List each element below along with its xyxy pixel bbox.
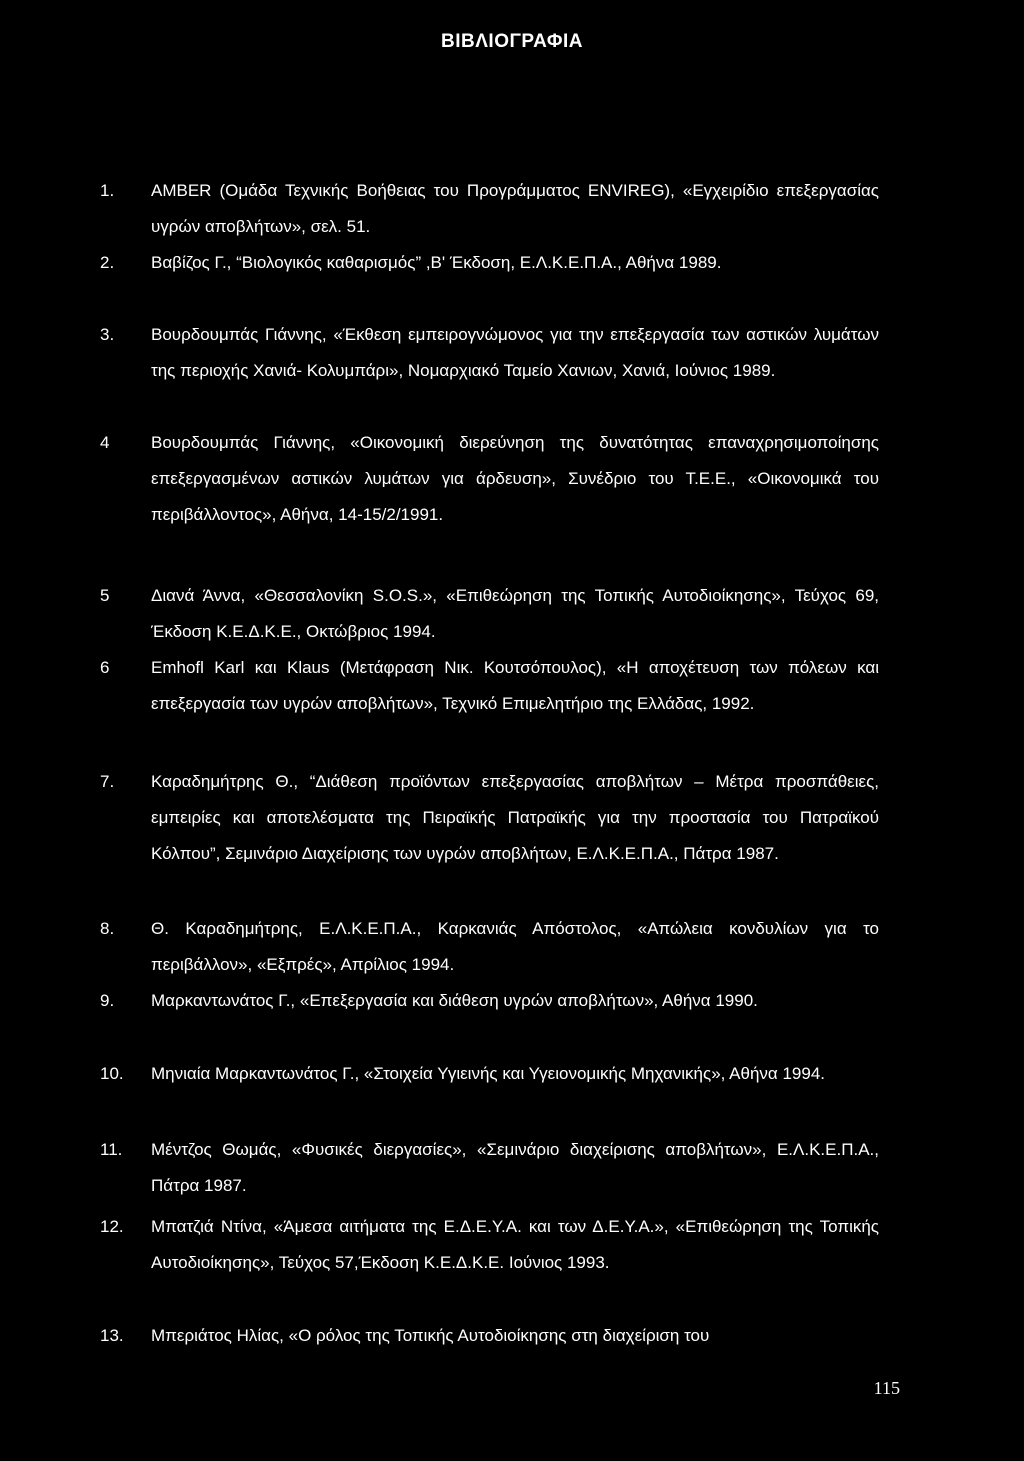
reference-text: Μπεριάτος Ηλίας, «Ο ρόλος της Τοπικής Αυτοδιοίκησης στη διαχείριση του [151,1326,710,1345]
reference-number: 11. [100,1140,123,1159]
reference-text: Βουρδουμπάς Γιάννης, «Έκθεση εμπειρογνώμονος για την επεξεργασία των αστικών λυμάτων της περιοχής Χανιά- Κολυμπάρι», Νομαρχιακό Ταμείο Χανιων, Χανιά, Ιούνιος 1989. [151,325,879,381]
reference-number: 2. [100,253,115,272]
reference-number: 7. [100,772,115,791]
reference-number: 8. [100,919,115,938]
reference-number: 1. [100,181,115,200]
reference-number: 10. [100,1064,124,1083]
reference-text: Μαρκαντωνάτος Γ., «Επεξεργασία και διάθεση υγρών αποβλήτων», Αθήνα 1990. [151,991,758,1010]
reference-text: Θ. Καραδημήτρης, Ε.Λ.Κ.Ε.Π.Α., Καρκανιάς Απόστολος, «Απώλεια κονδυλίων για το περιβάλλον», «Εξπρές», Απρίλιος 1994. [151,919,879,975]
reference-number: 5 [100,586,110,605]
reference-text: AMBER (Ομάδα Τεχνικής Βοήθειας του Προγράμματος ENVIREG), «Εγχειρίδιο επεξεργασίας υγρών αποβλήτων», σελ. 51. [151,181,879,237]
reference-number: 13. [100,1326,124,1345]
reference-number: 4 [100,433,110,452]
reference-number: 12. [100,1217,124,1236]
reference-text: Διανά Άννα, «Θεσσαλονίκη S.O.S.», «Επιθεώρηση της Τοπικής Αυτοδιοίκησης», Τεύχος 69, Έκδοση Κ.Ε.Δ.Κ.Ε., Οκτώβριος 1994. [151,586,879,642]
reference-text: Βαβίζος Γ., “Βιολογικός καθαρισμός” ,Β' Έκδοση, Ε.Λ.Κ.Ε.Π.Α., Αθήνα 1989. [151,253,722,272]
reference-number: 9. [100,991,115,1010]
reference-text: Μέντζος Θωμάς, «Φυσικές διεργασίες», «Σεμινάριο διαχείρισης αποβλήτων», Ε.Λ.Κ.Ε.Π.Α., Πάτρα 1987. [151,1140,879,1196]
reference-text: Καραδημήτρης Θ., “Διάθεση προϊόντων επεξεργασίας αποβλήτων – Μέτρα προσπάθειες, εμπειρίες και αποτελέσματα της Πειραϊκής Πατραϊκής για την προστασία του Πατραϊκού Κόλπου”, Σεμινάριο Διαχείρισης των υγρών αποβλήτων, Ε.Λ.Κ.Ε.Π.Α., Πάτρα 1987. [151,772,879,864]
reference-number: 6 [100,658,110,677]
reference-number: 3. [100,325,115,344]
reference-text: Emhofl Karl και Klaus (Μετάφραση Νικ. Κουτσόπουλος), «Η αποχέτευση των πόλεων και επεξεργασία των υγρών αποβλήτων», Τεχνικό Επιμελητήριο της Ελλάδας, 1992. [151,658,879,714]
reference-text: Βουρδουμπάς Γιάννης, «Οικονομική διερεύνηση της δυνατότητας επαναχρησιμοποίησης επεξεργασμένων αστικών λυμάτων για άρδευση», Συνέδριο του Τ.Ε.Ε., «Οικονομικά του περιβάλλοντος», Αθήνα, 14-15/2/1991. [151,433,879,525]
reference-text: Μπατζιά Ντίνα, «Άμεσα αιτήματα της Ε.Δ.Ε.Υ.Α. και των Δ.Ε.Υ.Α.», «Επιθεώρηση της Τοπικής Αυτοδιοίκησης», Τεύχος 57,Έκδοση Κ.Ε.Δ.Κ.Ε. Ιούνιος 1993. [151,1217,879,1273]
page-title: ΒΙΒΛΙΟΓΡΑΦΙΑ [441,31,583,52]
reference-text: Μηνιαία Μαρκαντωνάτος Γ., «Στοιχεία Υγιεινής και Υγειονομικής Μηχανικής», Αθήνα 1994. [151,1064,826,1083]
page-number: 115 [873,1378,900,1398]
